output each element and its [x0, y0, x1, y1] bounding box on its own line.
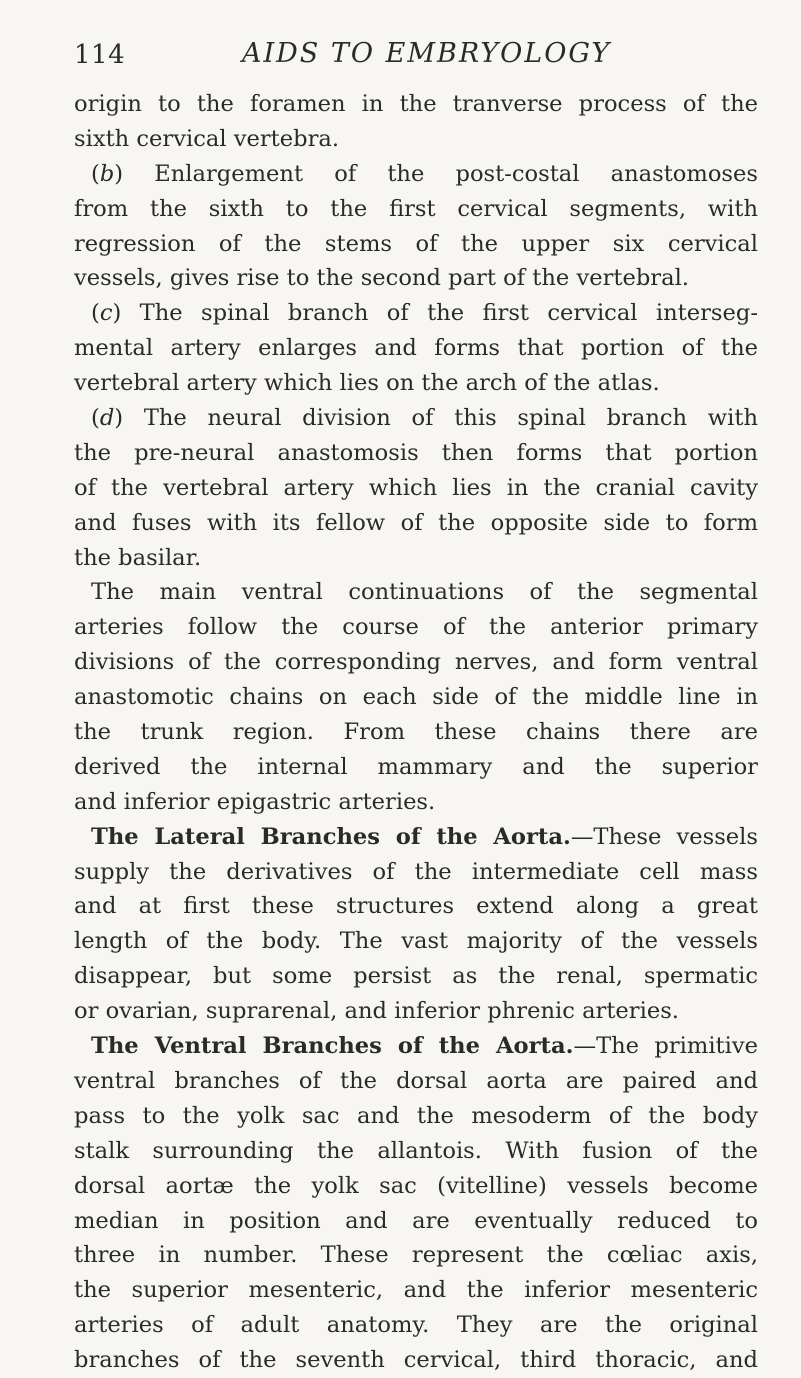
- line-text: of the vertebral artery which lies in the cranial cavity: [74, 474, 758, 501]
- line-text: and inferior epigastric arteries.: [74, 788, 436, 815]
- list-marker-open: (: [91, 405, 100, 432]
- text-line: [74, 192, 758, 227]
- text-line: [74, 227, 758, 262]
- text-line: [74, 471, 758, 506]
- line-text: —These vessels: [570, 823, 758, 850]
- line-text: divisions of the corresponding nerves, and form ventral: [74, 649, 758, 676]
- line-text: dorsal aortæ the yolk sac (vitelline) vessels become: [74, 1172, 758, 1199]
- text-line: [74, 680, 758, 715]
- line-text: the pre-neural anastomosis then forms that portion: [74, 439, 758, 466]
- line-text: The main ventral continuations of the segmental: [91, 579, 758, 606]
- list-marker-letter: c: [99, 300, 113, 327]
- text-line: [74, 506, 758, 541]
- line-text: regression of the stems of the upper six cervical: [74, 230, 758, 257]
- line-text: three in number. These represent the cœliac axis,: [74, 1242, 758, 1269]
- body-text: [74, 87, 758, 1378]
- text-line: [74, 645, 758, 680]
- text-line: [74, 87, 758, 122]
- text-line: [74, 1029, 758, 1064]
- text-line: [74, 436, 758, 471]
- list-marker-letter: b: [99, 160, 115, 187]
- text-line: [74, 855, 758, 890]
- section-heading: The Ventral Branches of the Aorta.: [91, 1033, 574, 1060]
- line-text: median in position and are eventually reduced to: [74, 1207, 758, 1234]
- text-line: [74, 959, 758, 994]
- line-text: ventral branches of the dorsal aorta are paired and: [74, 1067, 758, 1094]
- text-line: [74, 1273, 758, 1308]
- text-line: [74, 1308, 758, 1343]
- line-text: origin to the foramen in the tranverse process of the: [74, 91, 758, 117]
- text-line: [74, 994, 758, 1029]
- text-line: [74, 750, 758, 785]
- text-line: [74, 1064, 758, 1099]
- line-text: and at first these structures extend along a great: [74, 893, 758, 920]
- running-title: AIDS TO EMBRYOLOGY: [242, 38, 612, 69]
- list-marker-open: (: [91, 160, 100, 187]
- text-line: [74, 1238, 758, 1273]
- line-text: vertebral artery which lies on the arch of the atlas.: [74, 370, 660, 397]
- line-text: and fuses with its fellow of the opposite side to form: [74, 509, 758, 536]
- text-line: [74, 157, 758, 192]
- text-line: [74, 261, 758, 296]
- text-line: [74, 296, 758, 331]
- list-marker-letter: d: [99, 405, 115, 432]
- line-text: or ovarian, suprarenal, and inferior phrenic arteries.: [74, 998, 679, 1025]
- line-text: the basilar.: [74, 544, 202, 571]
- text-line: [74, 1343, 758, 1378]
- line-text: stalk surrounding the allantois. With fusion of the: [74, 1137, 758, 1164]
- line-text: arteries of adult anatomy. They are the original: [74, 1312, 758, 1339]
- text-line: [74, 331, 758, 366]
- line-text: anastomotic chains on each side of the middle line in: [74, 684, 758, 711]
- text-line: [74, 715, 758, 750]
- line-text: ) The spinal branch of the first cervical interseg-: [112, 300, 758, 327]
- line-text: branches of the seventh cervical, third thoracic, and: [74, 1347, 758, 1374]
- line-text: disappear, but some persist as the renal, spermatic: [74, 963, 758, 990]
- text-line: [74, 1134, 758, 1169]
- page-header: [74, 36, 754, 76]
- line-text: sixth cervical vertebra.: [74, 125, 340, 152]
- line-text: vessels, gives rise to the second part of the vertebral.: [74, 265, 689, 292]
- text-line: [74, 889, 758, 924]
- line-text: from the sixth to the first cervical segments, with: [74, 195, 758, 222]
- text-line: [74, 366, 758, 401]
- line-text: pass to the yolk sac and the mesoderm of the body: [74, 1102, 758, 1129]
- line-text: mental artery enlarges and forms that portion of the: [74, 335, 758, 362]
- text-line: [74, 401, 758, 436]
- line-text: ) Enlargement of the post-costal anastomoses: [114, 160, 758, 187]
- list-marker-open: (: [91, 300, 100, 327]
- text-line: [74, 1169, 758, 1204]
- text-line: [74, 1204, 758, 1239]
- line-text: derived the internal mammary and the superior: [74, 753, 758, 780]
- line-text: supply the derivatives of the intermediate cell mass: [74, 858, 758, 885]
- section-heading: The Lateral Branches of the Aorta.: [91, 823, 571, 850]
- text-line: [74, 1099, 758, 1134]
- text-line: [74, 575, 758, 610]
- line-text: the trunk region. From these chains there are: [74, 719, 758, 746]
- page-number: 114: [74, 40, 126, 70]
- text-line: [74, 785, 758, 820]
- text-line: [74, 820, 758, 855]
- line-text: the superior mesenteric, and the inferior mesenteric: [74, 1277, 758, 1304]
- text-line: [74, 610, 758, 645]
- line-text: length of the body. The vast majority of the vessels: [74, 928, 758, 955]
- line-text: ) The neural division of this spinal branch with: [114, 405, 758, 432]
- text-line: [74, 122, 758, 157]
- text-line: [74, 541, 758, 576]
- text-line: [74, 924, 758, 959]
- line-text: —The primitive: [573, 1033, 758, 1060]
- line-text: arteries follow the course of the anterior primary: [74, 614, 758, 641]
